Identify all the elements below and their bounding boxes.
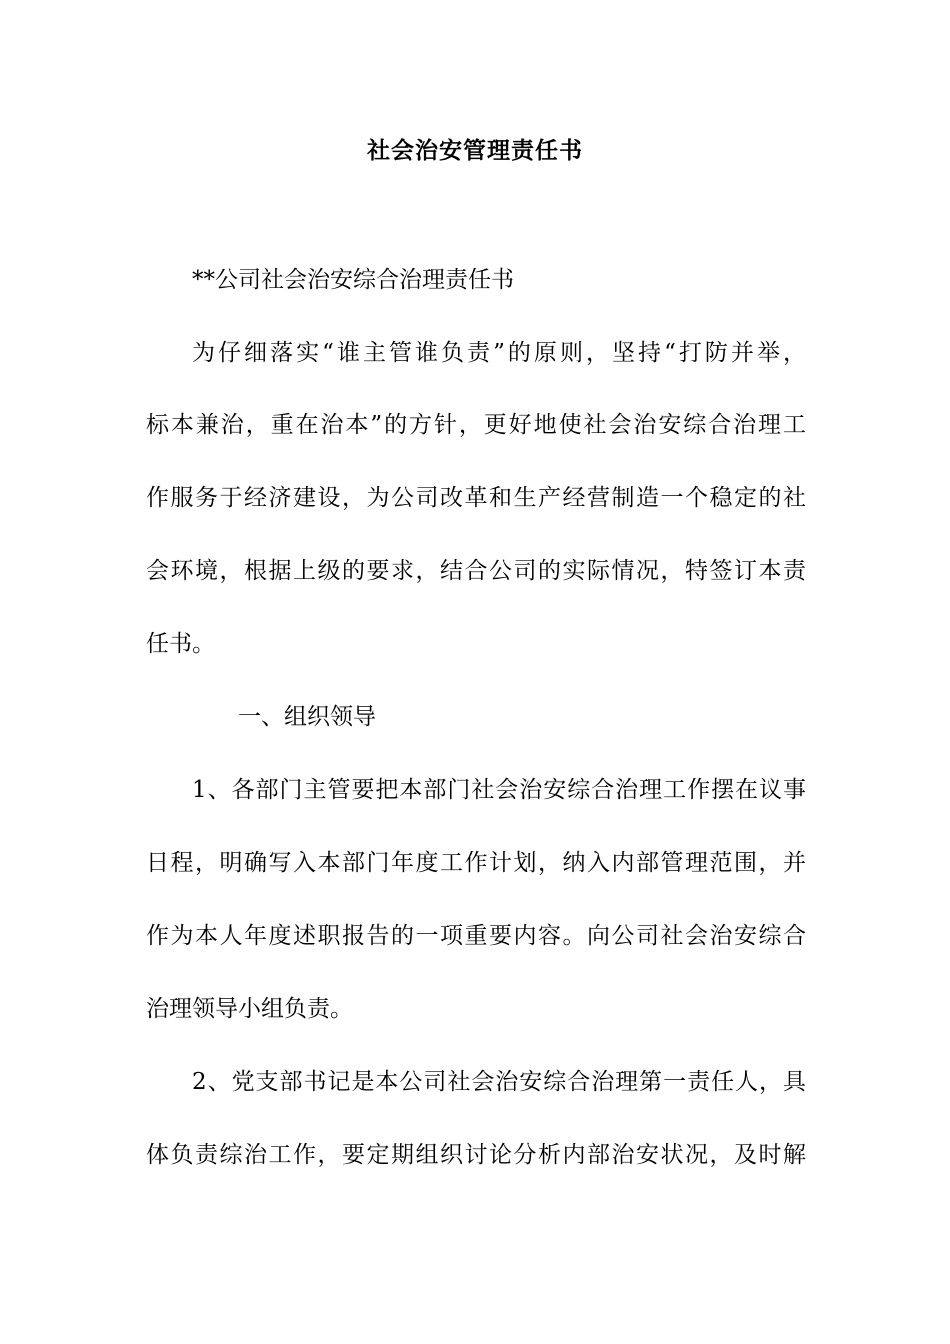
- intro-line-5: 任书。: [146, 631, 215, 657]
- item1-line-3: 作为本人年度述职报告的一项重要内容。向公司社会治安综合: [146, 923, 806, 949]
- intro-line-2: 标本兼治，重在治本”的方针，更好地使社会治安综合治理工: [146, 412, 806, 438]
- item1-line-4: 治理领导小组负责。: [146, 996, 353, 1022]
- intro-line-3: 作服务于经济建设，为公司改革和生产经营制造一个稳定的社: [146, 485, 806, 511]
- item1-line-2: 日程，明确写入本部门年度工作计划，纳入内部管理范围，并: [146, 850, 806, 876]
- intro-line-1: 为仔细落实“谁主管谁负责”的原则，坚持“打防并举，: [192, 340, 806, 366]
- document-title: 社会治安管理责任书: [367, 137, 583, 164]
- item2-line-2: 体负责综治工作，要定期组织讨论分析内部治安状况，及时解: [146, 1142, 806, 1168]
- intro-line-4: 会环境，根据上级的要求，结合公司的实际情况，特签订本责: [146, 558, 806, 584]
- item1-line-1: 1、各部门主管要把本部门社会治安综合治理工作摆在议事: [192, 777, 806, 803]
- document-subtitle: **公司社会治安综合治理责任书: [192, 267, 514, 293]
- item2-line-1: 2、党支部书记是本公司社会治安综合治理第一责任人，具: [192, 1069, 806, 1095]
- section-heading: 一、组织领导: [238, 704, 376, 730]
